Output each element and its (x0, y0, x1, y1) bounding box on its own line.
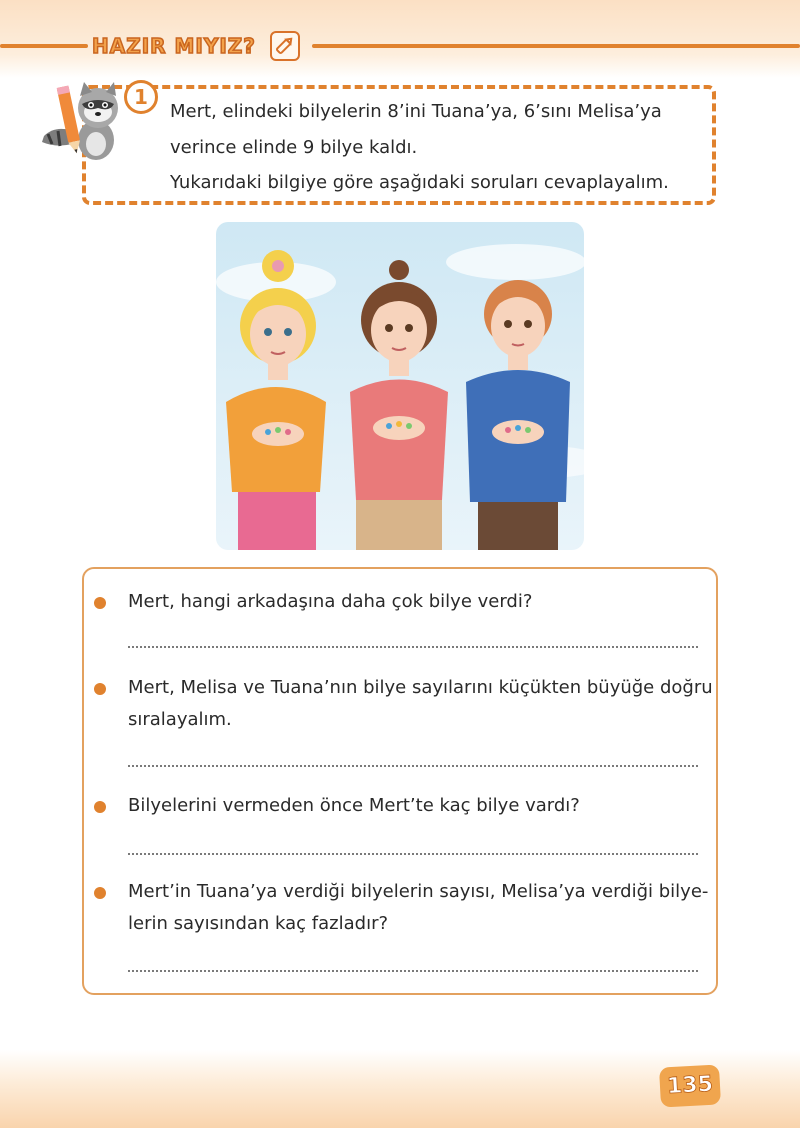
question-1-line-1: Mert, hangi arkadaşına daha çok bilye verdi? (128, 591, 533, 612)
section-title: HAZIR MIYIZ? (92, 34, 256, 58)
question-bullet (94, 597, 106, 609)
answer-line-4[interactable] (128, 970, 698, 972)
question-2-line-2: sıralayalım. (128, 709, 232, 730)
question-4-line-1: Mert’in Tuana’ya verdiği bilyelerin sayısı, Melisa’ya verdiği bilye- (128, 881, 709, 902)
question-bullet (94, 801, 106, 813)
page-number: 135 (659, 1064, 721, 1107)
answer-line-1[interactable] (128, 646, 698, 648)
raccoon-mascot-icon (36, 78, 132, 166)
prompt-line-1: Mert, elindeki bilyelerin 8’ini Tuana’ya, 6’sını Melisa’ya (170, 101, 662, 122)
answer-line-3[interactable] (128, 853, 698, 855)
question-3-line-1: Bilyelerini vermeden önce Mert’te kaç bilye vardı? (128, 795, 580, 816)
pencil-icon (270, 31, 300, 61)
activity-number-badge: 1 (124, 80, 158, 114)
prompt-line-2: verince elinde 9 bilye kaldı. (170, 137, 418, 158)
question-4-line-2: lerin sayısından kaç fazladır? (128, 913, 389, 934)
question-bullet (94, 887, 106, 899)
header-rule-left (0, 44, 88, 48)
answer-line-2[interactable] (128, 765, 698, 767)
children-illustration (216, 222, 584, 550)
prompt-line-3: Yukarıdaki bilgiye göre aşağıdaki soruları cevaplayalım. (170, 172, 669, 193)
question-2-line-1: Mert, Melisa ve Tuana’nın bilye sayılarını küçükten büyüğe doğru (128, 677, 713, 698)
header-rule-right (312, 44, 800, 48)
question-bullet (94, 683, 106, 695)
